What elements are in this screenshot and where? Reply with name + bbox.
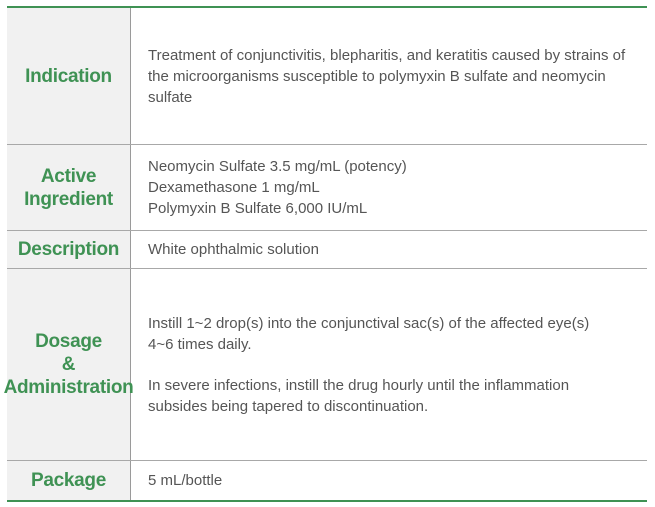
row-value [131,231,647,268]
value-line: Neomycin Sulfate 3.5 mg/mL (potency) [148,158,407,175]
row-label [7,8,131,144]
row-value [131,269,647,460]
value-line: Dexamethasone 1 mg/mL [148,179,320,196]
value-line: subsides being tapered to discontinuation. [148,397,429,415]
row-label [7,145,131,230]
value-line: 4~6 times daily. [148,335,252,353]
row-value [131,8,647,144]
value-line: In severe infections, instill the drug hourly until the inflammation [148,376,570,394]
value-line: White ophthalmic solution [148,241,319,258]
label-line: Dosage [35,331,102,352]
label-line: Active [40,165,97,187]
table-row-package [7,461,647,500]
label-line: Ingredient [24,188,113,210]
value-line: Treatment of conjunctivitis, blepharitis, and keratitis caused by strains of [148,46,626,64]
label-line: & [61,354,76,375]
table-row-indication [7,8,647,145]
value-line: Polymyxin B Sulfate 6,000 IU/mL [148,200,368,217]
label-line: Indication [25,65,112,87]
table-row-dosage-administration [3,269,647,461]
table-row-active-ingredient [7,145,647,231]
product-info-table [3,6,647,502]
row-label [7,461,131,500]
label-line: Administration [3,377,134,398]
label-line: Package [30,470,106,491]
value-line: the microorganisms susceptible to polymyxin B sulfate and neomycin [148,67,606,85]
row-label [7,231,131,268]
value-line: sulfate [148,88,193,106]
row-label [3,269,134,460]
label-line: Description [17,239,120,260]
row-value [131,461,647,500]
paragraph-gap [148,355,639,375]
row-value [131,145,647,230]
value-line: Instill 1~2 drop(s) into the conjunctival sac(s) of the affected eye(s) [148,314,590,332]
table-row-description [7,231,647,269]
value-line: 5 mL/bottle [148,472,223,489]
